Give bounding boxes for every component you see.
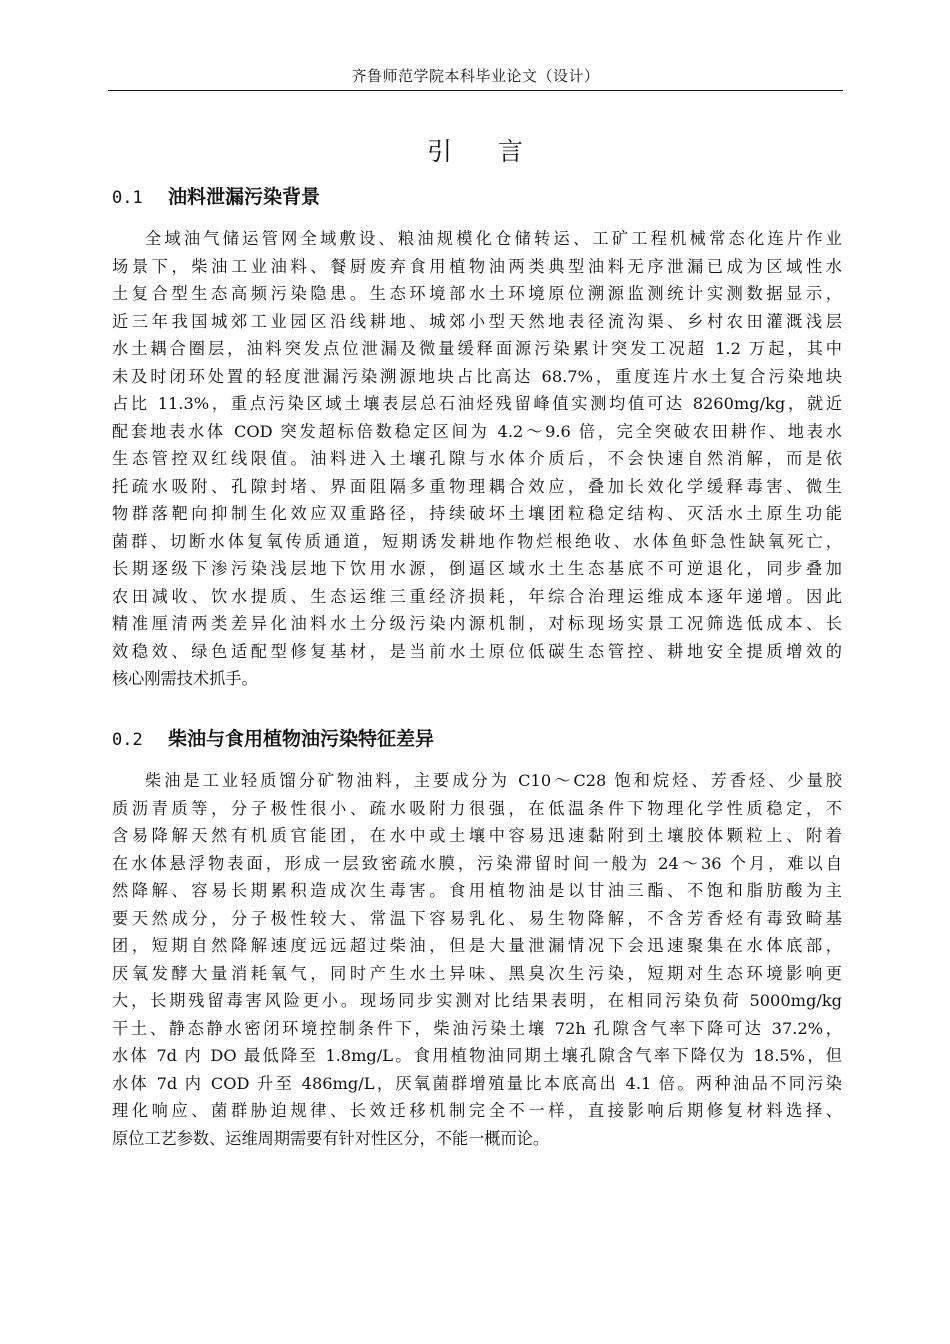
text-line: 精准厘清两类差异化油料水土分级污染内源机制，对标现场实景工况筛选低成本、长 [112, 614, 842, 633]
section-title: 油料泄漏污染背景 [168, 186, 321, 208]
text-line: 场景下，柴油工业油料、餐厨废弃食用植物油两类典型油料无序泄漏已成为区域性水 [112, 256, 842, 276]
text-line: 理化响应、菌群胁迫规律、长效迁移机制完全不一样，直接影响后期修复材料选择、 [112, 1101, 842, 1120]
text-line: 未及时闭环处置的轻度泄漏污染溯源地块占比高达 68.7%，重度连片水土复合污染地块 [112, 366, 842, 386]
text-line: 全域油气储运管网全域敷设、粮油规模化仓储转运、工矿工程机械常态化连片作业 [145, 229, 842, 248]
text-line: 团，短期自然降解速度远远超过柴油，但是大量泄漏情况下会迅速聚集在水体底部， [112, 936, 842, 955]
paragraph-differences [112, 767, 842, 1152]
text-line: 水体 7d 内 DO 最低降至 1.8mg/L。食用植物油同期土壤孔隙含气率下降仅为 18.5%，但 [112, 1046, 842, 1065]
text-line: 含易降解天然有机质官能团，在水中或土壤中容易迅速黏附到土壤胶体颗粒上、附着 [112, 826, 842, 845]
text-line: 长期逐级下渗污染浅层地下饮用水源，倒逼区域水土生态基底不可逆退化，同步叠加 [112, 559, 842, 578]
text-line: 质沥青质等，分子极性很小、疏水吸附力很强，在低温条件下物理化学性质稳定，不 [112, 798, 842, 818]
text-line: 核心刚需技术抓手。 [112, 669, 258, 688]
text-line: 近三年我国城郊工业园区沿线耕地、城郊小型天然地表径流沟渠、乡村农田灌溉浅层 [112, 311, 842, 331]
text-line: 菌群、切断水体复氧传质通道，短期诱发耕地作物烂根绝收、水体鱼虾急性缺氧死亡， [112, 531, 842, 551]
text-line: 厌氧发酵大量消耗氧气，同时产生水土异味、黑臭次生污染，短期对生态环境影响更 [112, 963, 842, 983]
text-line: 物群落靶向抑制生化效应双重路径，持续破坏土壤团粒稳定结构、灭活水土原生功能 [112, 504, 842, 523]
section-heading [112, 184, 320, 211]
text-line: 在水体悬浮物表面，形成一层致密疏水膜，污染滞留时间一般为 24～36 个月，难以自 [112, 853, 842, 873]
section-heading [112, 726, 434, 753]
text-line: 生态管控双红线限值。油料进入土壤孔隙与水体介质后，不会快速自然消解，而是依 [112, 449, 842, 468]
text-line: 效稳效、绿色适配型修复基材，是当前水土原位低碳生态管控、耕地安全提质增效的 [112, 641, 842, 661]
chapter-title-char-2: 言 [498, 137, 524, 166]
text-line: 配套地表水体 COD 突发超标倍数稳定区间为 4.2～9.6 倍，完全突破农田耕作、地表水 [112, 421, 842, 441]
text-line: 要天然成分，分子极性较大、常温下容易乳化、易生物降解，不含芳香烃有毒致畸基 [112, 908, 842, 928]
running-header: 齐鲁师范学院本科毕业论文（设计） [351, 67, 600, 85]
text-line: 水体 7d 内 COD 升至 486mg/L，厌氧菌群增殖量比本底高出 4.1 倍。两种油品不同污染 [112, 1073, 842, 1093]
text-line: 大，长期残留毒害风险更小。现场同步实测对比结果表明，在相同污染负荷 5000mg/kg [112, 991, 842, 1010]
text-line: 托疏水吸附、孔隙封堵、界面阻隔多重物理耦合效应，叠加长效化学缓释毒害、微生 [112, 476, 842, 496]
text-line: 原位工艺参数、运维周期需要有针对性区分，不能一概而论。 [112, 1128, 550, 1148]
text-line: 土复合型生态高频污染隐患。生态环境部水土环境原位溯源监测统计实测数据显示， [112, 284, 842, 303]
chapter-title [0, 134, 950, 170]
section-number: 0.2 [112, 730, 143, 750]
header-rule [108, 90, 843, 91]
section-title: 柴油与食用植物油污染特征差异 [168, 728, 435, 750]
section-number: 0.1 [112, 188, 143, 208]
text-line: 水土耦合圈层，油料突发点位泄漏及微量缓释面源污染累计突发工况超 1.2 万起，其中 [112, 339, 842, 358]
text-line: 干土、静态静水密闭环境控制条件下，柴油污染土壤 72h 孔隙含气率下降可达 37.2%， [112, 1018, 842, 1038]
chapter-title-char-1: 引 [426, 137, 452, 166]
paragraph-background [112, 225, 842, 693]
text-line: 然降解、容易长期累积造成次生毒害。食用植物油是以甘油三酯、不饱和脂肪酸为主 [112, 881, 842, 900]
text-line: 农田减收、饮水提质、生态运维三重经济损耗，年综合治理运维成本逐年递增。因此 [112, 586, 842, 606]
text-line: 占比 11.3%，重点污染区域土壤表层总石油烃残留峰值实测均值可达 8260mg/kg，就近 [112, 394, 842, 413]
text-line: 柴油是工业轻质馏分矿物油料，主要成分为 C10～C28 饱和烷烃、芳香烃、少量胶 [145, 771, 842, 790]
